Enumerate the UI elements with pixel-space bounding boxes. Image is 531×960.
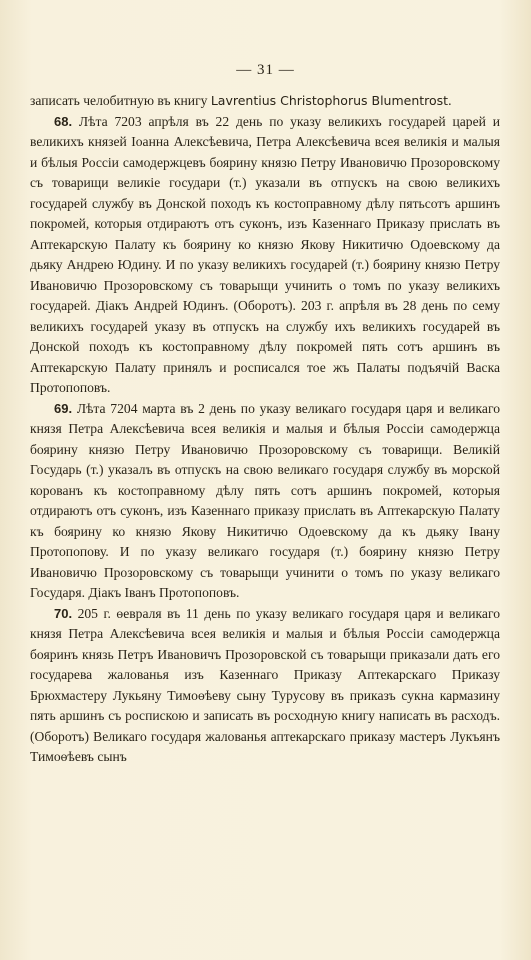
paragraph-text: Лѣта 7203 апрѣля въ 22 день по указу великихъ государей царей и великихъ князей Іоанна Алексѣевича, Петра Алексѣевича всея великія и малыя и бѣлыя Россіи самодержцевъ боярину князю Петру Ивановичю Прозоровскому съ товарищи великіе государи (т.) указали въ отпускъ на свою великихъ государей службу въ Донской походъ къ костоправному дѣлу пятьсотъ аршинъ покромей, которыя отдираютъ отъ суконъ, изъ Казеннаго Приказу прислать въ Аптекарскую Палату къ боярину ко князю Якову Никитичю Одоевскому да дьяку Андрею Юдину. И по указу великихъ государей (т.) боярину князю Петру Ивановичю Прозоровскому съ товарыщи учинить о томъ по указу великихъ государей. Діакъ Андрей Юдинъ. (Оборотъ). 203 г. апрѣля въ 28 день по сему великихъ государей указу въ отпускъ на службу ихъ великихъ государей въ Донской походъ къ костоправному дѣлу покромей пять сотъ аршинъ въ Аптекарскую Палату принялъ и росписался тое жъ Палаты подъячій Васка Протопоповъ. bbox=[30, 113, 500, 395]
paragraph-number: 70. bbox=[54, 605, 73, 621]
paragraph-69 bbox=[30, 399, 500, 604]
paragraph-number: 69. bbox=[54, 400, 73, 416]
latin-name: Lavrentius Christophorus Blumentrost bbox=[210, 93, 449, 108]
paragraph-continuation bbox=[30, 91, 500, 112]
paragraph-text: Лѣта 7204 марта въ 2 день по указу великаго государя царя и великаго князя Петра Алексѣевича всея великія и малыя и бѣлыя Россіи самодержца боярину князю Петру Ивановичю Прозоровскому съ товарищи. Великій Государь (т.) указалъ въ отпускъ на свою великаго государя службу въ морской корованъ къ костоправному дѣлу пять сотъ аршинъ покромей, которыя отдираютъ отъ суконъ, изъ Казеннаго приказу прислать въ Аптекарскую Палату къ боярину ко князю Якову Никитичю Одоевскому да къ дьяку Івану Протопопову. И по указу великаго государя (т.) боярину князю Петру Ивановичю Прозоровскому съ товарыщи учинити о томъ по указу великаго Государя. Діакъ Іванъ Протопоповъ. bbox=[30, 400, 500, 600]
document-text bbox=[30, 91, 500, 768]
paragraph-tail: . bbox=[448, 93, 452, 108]
paragraph-68 bbox=[30, 112, 500, 399]
paragraph-number: 68. bbox=[54, 113, 73, 129]
paragraph-text: записать челобитную въ книгу bbox=[30, 93, 211, 108]
paragraph-70 bbox=[30, 604, 500, 768]
paragraph-text: 205 г. ѳевраля въ 11 день по указу великаго государя царя и великаго князя Петра Алексѣевича всея великія и малыя и бѣлыя Россіи самодержца бояринъ князь Петръ Ивановичъ Прозоровской съ товарыщи приказали дать его государева жалованья изъ Казеннаго Приказу Аптекарскаго Приказу Брюхмастеру Лукьяну Тимоѳѣеву сыну Турусову въ приказъ сукна кармазину пять аршинъ съ роспискою и записать въ росходную книгу написать въ расходъ. (Оборотъ) Великаго государя жалованья аптекарскаго приказу мастеръ Лукъянъ Тимоѳѣевъ сынъ bbox=[30, 605, 500, 764]
page-number: — 31 — bbox=[236, 62, 295, 78]
